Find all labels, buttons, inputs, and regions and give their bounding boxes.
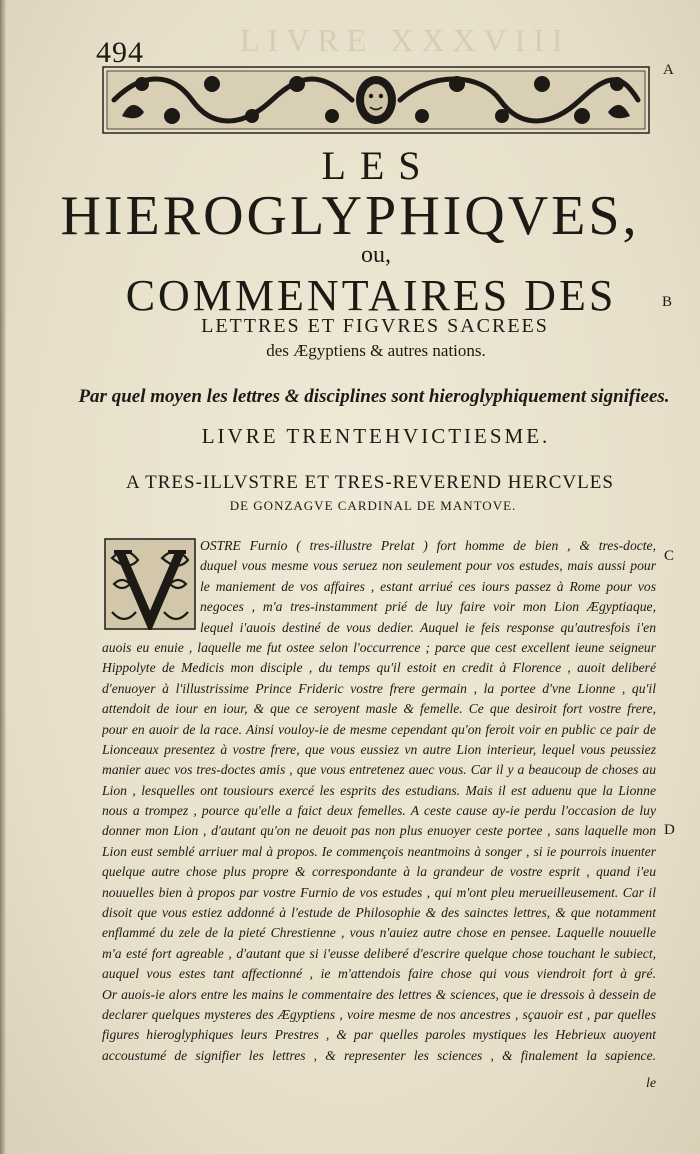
body-line: enflammé du zele de la pieté Chrestienne , vous n'auiez autre chose en pensee. Laquelle nouuelle	[102, 925, 656, 941]
body-line: accoustumé de signifier les lettres , & representer les sciences , & finalement la sapience.	[102, 1047, 656, 1063]
body-line: le maniement de vos affaires , estant arriué ces iours passez à Rome pour vos	[200, 578, 656, 594]
body-line: Lion eust semblé arriuer mal à propos. Ie commençois neantmoins à songer , si ie pourrois inuenter	[102, 843, 656, 859]
title-line-egyptiens: des Ægyptiens & autres nations.	[266, 341, 486, 360]
body-line: m'a esté fort agreable , d'autant que si i'eusse deliberé d'escrire quelque chose touchant le subiect,	[102, 945, 656, 961]
margin-letter-d: D	[664, 822, 675, 838]
page-number: 494	[96, 36, 144, 69]
title-line-hieroglyphiques: HIEROGLYPHIQVES,	[60, 185, 640, 247]
body-line: figures hieroglyphiques leurs Prestres , & par quelles paroles mystiques les Hebrieux auoyent	[102, 1027, 656, 1043]
body-line: auquel vous estes tant affectionné , ie m'attendois faire chose qui vous viendroit fort à gré.	[102, 966, 656, 982]
body-line: Hippolyte de Medicis mon disciple , du temps qu'il estoit en credit à Florence , auoit deliberé	[102, 660, 656, 676]
body-line: Or auois-ie alors entre les mains le commentaire des lettres & sciences, que ie dressois à dessein de	[102, 986, 656, 1002]
margin-letter-a: A	[663, 62, 674, 78]
body-line: nouuelles bien à propos par vostre Furnio de vos estudes , qui m'ont pleu merueilleusement. Car il	[102, 884, 656, 900]
body-line: pour en auoir de la race. Ainsi vouloy-ie de mesme cependant qu'on feroit voir en public ce pair de	[102, 721, 656, 737]
body-line: Lionceaux presentez à vostre frere, que vous eussiez vn autre Lion interieur, lequel vous peussiez	[102, 741, 656, 757]
headpiece-ornament-icon	[102, 66, 650, 134]
title-line-ou: ou,	[361, 242, 391, 268]
body-line: auois eu enuie , laquelle me fut ostee selon l'occurrence ; parce que cest excellent ieune seigneur	[102, 639, 656, 655]
body-line: donner mon Lion , d'autant qu'on ne deuoit pas non plus enuoyer ceste portee , sans laquelle mon	[102, 823, 656, 839]
title-line-les: LES	[321, 143, 435, 188]
body-line: d'enuoyer à l'illustrissime Prince Frideric vostre frere germain , la portee d'vne Lionne , qu'il	[102, 680, 656, 696]
title-line-commentaires: COMMENTAIRES DES	[125, 271, 617, 320]
body-text	[102, 536, 656, 1066]
body-line: Lion , lesquelles ont tousiours exercé les esprits des estudians. Mais il est aduenu que la Lionne	[102, 782, 656, 798]
body-line: OSTRE Furnio ( tres-illustre Prelat ) fort homme de bien , & tres-docte,	[200, 538, 656, 553]
body-line: manier auec vos tres-doctes amis , que vous entretenez auec vous. Car il y a beaucoup de choses au	[102, 762, 656, 778]
body-line: negoces , m'a tres-instamment prié de luy faire voir mon Lion Ægyptiaque,	[200, 599, 656, 615]
dedication-line-1: A TRES-ILLVSTRE ET TRES-REVEREND HERCVLES	[126, 472, 614, 493]
bleed-through-text: LIVRE XXXVIII	[240, 22, 571, 58]
body-line: disoit que vous estiez addonné à l'estude de Philosophie & des sainctes lettres, & que notamment	[102, 905, 656, 921]
chapter-subtitle: Par quel moyen les lettres & disciplines sont hieroglyphiquement signifiees.	[78, 386, 670, 407]
dedication-line-2: DE GONZAGVE CARDINAL DE MANTOVE.	[229, 498, 517, 513]
book-heading: LIVRE TRENTEHVICTIESME.	[201, 424, 551, 448]
body-line: lequel i'auois destiné de vous dedier. Auquel ie feis response qu'autresfois i'en	[200, 619, 656, 635]
body-line: duquel vous mesme vous seruez non seulement pour vos estudes, mais aussi pour	[200, 558, 656, 574]
title-line-lettres: LETTRES ET FIGVRES SACREES	[201, 315, 549, 337]
margin-letter-c: C	[664, 548, 675, 564]
body-line: declarer quelques mysteres des Ægyptiens , voire mesme de nos ancestres , sçauoir est , par quelles	[102, 1006, 656, 1022]
body-line: nous a trompez , pource qu'elle a faict deux femelles. A ceste cause ay-ie perdu l'occasion de luy	[102, 803, 656, 819]
margin-letter-b: B	[662, 294, 673, 310]
body-line: quelque autre chose plus propre & correspondante à la grandeur de vostre esprit , quand i'eu	[102, 864, 656, 880]
body-line: attendoit de iour en iour, & que ce seroyent masle & femelle. Ce que desiroit fort vostre frere,	[102, 701, 656, 717]
catchword: le	[646, 1076, 657, 1091]
